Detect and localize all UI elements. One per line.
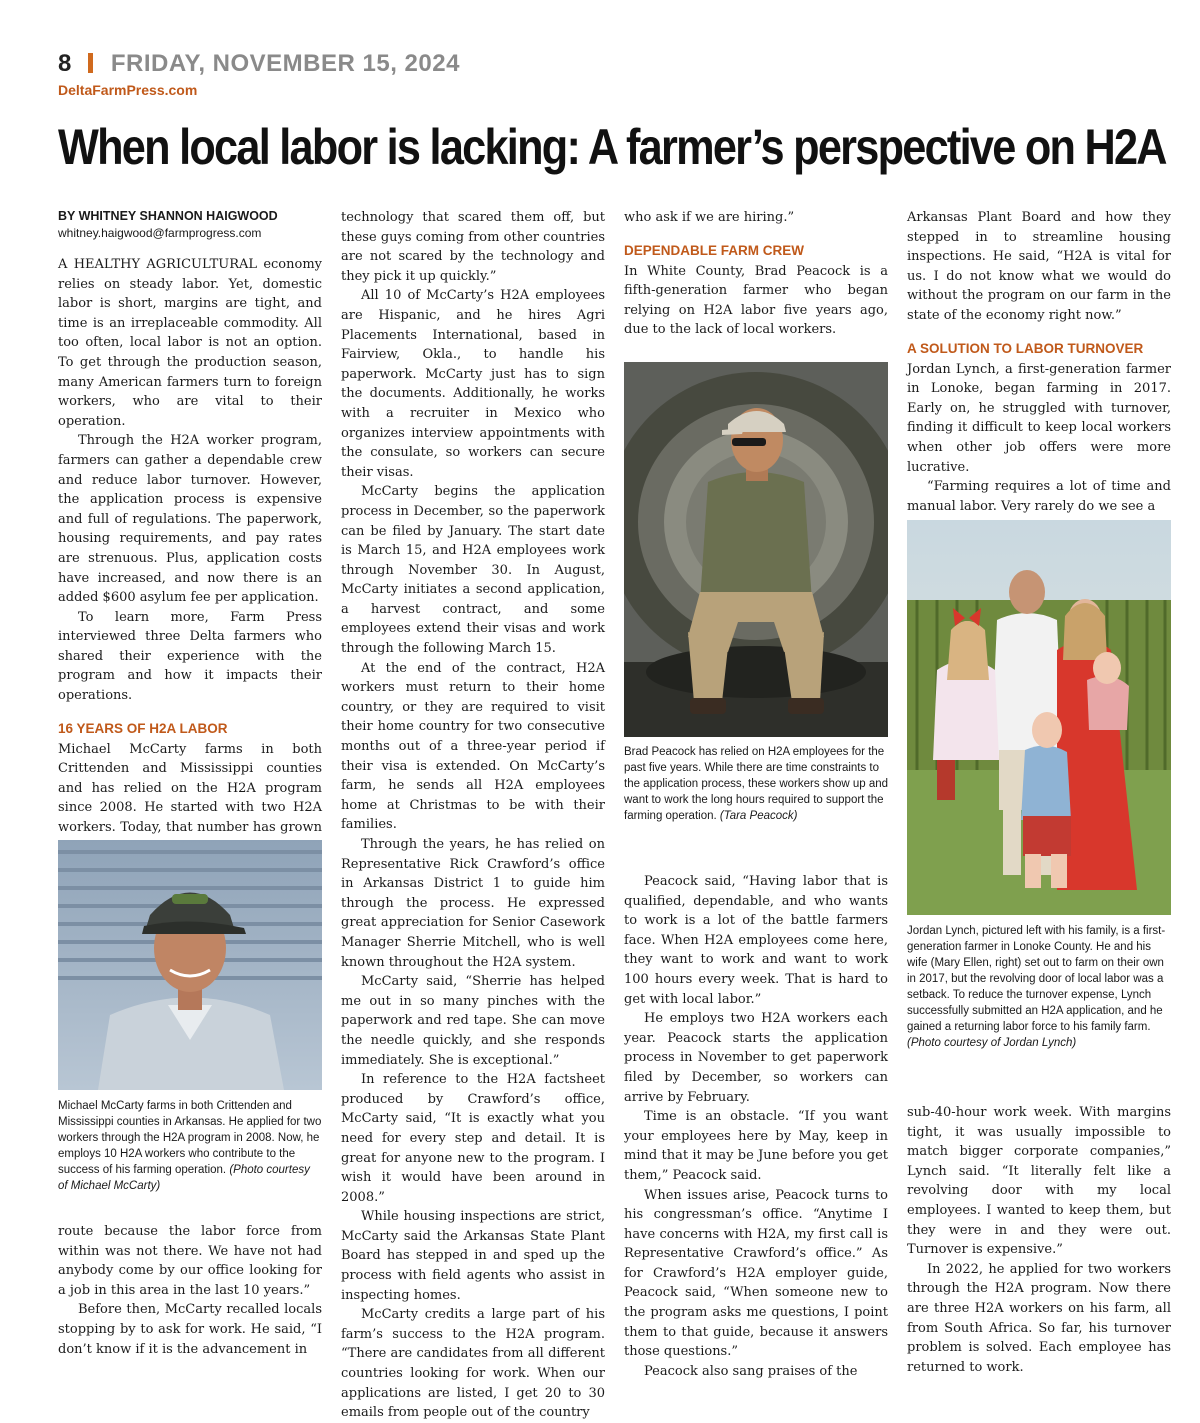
caption-text: Brad Peacock has relied on H2A employees for the past five years. While there are time constraints to the application process, these workers show up and want to work the long hours required to support the farming operation. xyxy=(624,746,889,822)
photo-michael-mccarty xyxy=(58,840,322,1090)
paragraph: Through the H2A worker program, farmers can gather a dependable crew and reduce labor turnover. However, the application process is expensive and full of regulations. The paperwork, housing requirements, and pay rates are strenuous. Plus, application costs have increased, and now there is an added $600 asylum fee per application. xyxy=(58,433,322,606)
paragraph: Through the years, he has relied on Representative Rick Crawford’s office in Arkansas District 1 to guide him through the process. He expressed great appreciation for Senior Casework Manager Sherrie Mitchell, who is well known throughout the H2A system. xyxy=(341,837,605,970)
photo-lynch-family xyxy=(907,520,1171,915)
caption-peacock xyxy=(624,744,888,824)
column-4-top xyxy=(907,208,1171,516)
column-2 xyxy=(341,208,605,1423)
paragraph: who ask if we are hiring.” xyxy=(624,210,795,225)
column-1-top xyxy=(58,208,322,877)
page-folio xyxy=(58,50,460,78)
paragraph: At the end of the contract, H2A workers must return to their home country, or they are required to visit their home country for two consecutive months out of a three-year period if their visa is extended. On McCarty’s farm, he sends all H2A employees home at Christmas to be with their families. xyxy=(341,660,605,833)
photo-credit: (Tara Peacock) xyxy=(719,810,798,822)
author-email[interactable]: whitney.haigwood@farmprogress.com xyxy=(58,226,262,240)
paragraph: To learn more, Farm Press interviewed three Delta farmers who shared their experience with the program and how it impacts their operations. xyxy=(58,609,322,704)
paragraph: Before then, McCarty recalled locals stopping by to ask for work. He said, “I don’t know if it is the advancement in xyxy=(58,1302,322,1357)
paragraph: While housing inspections are strict, McCarty said the Arkansas State Plant Board has stepped in and sped up the process with field agents who assist in inspecting homes. xyxy=(341,1209,605,1303)
subhead-dependable-crew: DEPENDABLE FARM CREW xyxy=(624,242,805,258)
column-3-bottom xyxy=(624,872,888,1381)
paragraph: McCarty begins the application process in December, so the paperwork can be filed by January. The start date is March 15, and H2A employees work through November 30. In August, McCarty initiates a second application, a harvest contract, and some employees extend their visas and work through the following March 15. xyxy=(341,484,605,657)
paragraph: Peacock said, “Having labor that is qualified, dependable, and who wants to work is a lot of the battle farmers face. When H2A employees come here, they want to work and want to work 100 hours every week. That is hard to get with local labor.” xyxy=(624,874,888,1007)
page-number: 8 xyxy=(58,50,72,77)
paragraph: Jordan Lynch, a first-generation farmer in Lonoke, began farming in 2017. Early on, he struggled with turnover, finding it difficult to keep local workers when other job offers were more lucrative. xyxy=(907,361,1171,475)
byline: BY WHITNEY SHANNON HAIGWOOD xyxy=(58,209,278,223)
paragraph: All 10 of McCarty’s H2A employees are Hispanic, and he hires Agri Placements International, based in Fairview, Okla., to handle his paperwork. McCarty just has to sign the documents. Additionally, he works with a recruiter in Mexico who organizes interview appointments with the consulate, so workers can secure their visas. xyxy=(341,288,605,480)
site-link[interactable]: DeltaFarmPress.com xyxy=(58,82,198,98)
paragraph: Michael McCarty farms in both Crittenden and Mississippi counties and has relied on the H2A program since 2008. He started with two H2A workers. Today, that number has grown xyxy=(58,741,322,836)
paragraph: route because the labor force from within was not there. We have not had anybody come by our office looking for a job in this area in the last 10 years.” xyxy=(58,1224,322,1298)
headline: When local labor is lacking: A farmer’s perspective on H2A xyxy=(58,119,1166,175)
paragraph: Arkansas Plant Board and how they stepped in to streamline housing inspections. He said, “H2A is vital for us. I do not know what we would do without the program on our farm in the state of the economy right now.” xyxy=(907,210,1171,323)
paragraph: McCarty said, “Sherrie has helped me out in so many pinches with the paperwork and red tape. She can move the needle quickly, and she responds immediately. She is exceptional.” xyxy=(341,974,605,1068)
photo-credit: (Photo courtesy of Jordan Lynch) xyxy=(907,1037,1077,1049)
caption-text: Jordan Lynch, pictured left with his family, is a first-generation farmer in Lonoke County. He and his wife (Mary Ellen, right) set out to farm on their own in 2017, but the revolving door of local labor was a setback. To reduce the turnover expense, Lynch successfully submitted an H2A application, and he gained a returning labor force to his family farm. xyxy=(907,925,1166,1033)
paragraph: sub-40-hour work week. With margins tight, it was usually impossible to match bigger corporate companies,” Lynch said. “It literally felt like a revolving door with my local employees. I wanted to keep them, but they were in and they were out. Turnover is expensive.” xyxy=(907,1105,1171,1258)
subhead-16-years: 16 YEARS OF H2A LABOR xyxy=(58,720,228,736)
paragraph: Peacock also sang praises of the xyxy=(644,1363,858,1379)
column-4-bottom xyxy=(907,1103,1171,1377)
paragraph: Time is an obstacle. “If you want your employees here by May, keep in mind that it may be June before you get them,” Peacock said. xyxy=(624,1109,888,1183)
folio-divider xyxy=(88,53,93,73)
caption-lynch xyxy=(907,923,1171,1051)
caption-text: Michael McCarty farms in both Crittenden and Mississippi counties in Arkansas. He applied for two workers through the H2A program in 2008. Now, he employs 10 H2A workers who contribute to the success of his farming operation. xyxy=(58,1100,322,1176)
paragraph: “Farming requires a lot of time and manual labor. Very rarely do we see a xyxy=(907,479,1171,514)
issue-date: FRIDAY, NOVEMBER 15, 2024 xyxy=(110,50,460,77)
paragraph: When issues arise, Peacock turns to his congressman’s office. “Anytime I have concerns with H2A, my first call is Representative Crawford’s office.” As for Crawford’s H2A employer guide, Peacock said, “When someone new to the program asks me questions, I point them to that guide, because it answers those questions.” xyxy=(624,1187,888,1360)
paragraph: In 2022, he applied for two workers through the H2A program. Now there are three H2A workers on his farm, all from South Africa. So far, his turnover problem is solved. Each employee has returned to work. xyxy=(907,1261,1171,1375)
subhead-labor-turnover: A SOLUTION TO LABOR TURNOVER xyxy=(907,340,1144,356)
photo-credit: (Photo courtesy of Michael McCarty) xyxy=(58,1164,310,1192)
column-3-top xyxy=(624,208,888,340)
paragraph: In White County, Brad Peacock is a fifth-generation farmer who began relying on H2A labor five years ago, due to the lack of local workers. xyxy=(624,263,888,338)
column-1-bottom xyxy=(58,1222,322,1359)
photo-brad-peacock xyxy=(624,362,888,737)
paragraph: In reference to the H2A factsheet produced by Crawford’s office, McCarty said, “It is exactly what you need for every step and detail. It is great for anyone new to the program. I wish it would have been around in 2008.” xyxy=(341,1072,605,1205)
paragraph: He employs two H2A workers each year. Peacock starts the application process in November to get paperwork filed by December, so workers can arrive by February. xyxy=(624,1011,888,1105)
paragraph: technology that scared them off, but these guys coming from other countries are not scared by the technology and they pick it up quickly.” xyxy=(341,210,605,284)
caption-mccarty xyxy=(58,1098,322,1194)
paragraph: A HEALTHY AGRICULTURAL economy relies on steady labor. Yet, domestic labor is short, margins are tight, and time is an irreplaceable commodity. All too often, local labor is not an option. To get through the production season, many American farmers turn to foreign workers, who are vital to their operation. xyxy=(58,257,322,429)
paragraph: McCarty credits a large part of his farm’s success to the H2A program. “There are candidates from all different countries looking for work. When our applications are listed, I get 20 to 30 emails from people out of the country xyxy=(341,1307,605,1421)
